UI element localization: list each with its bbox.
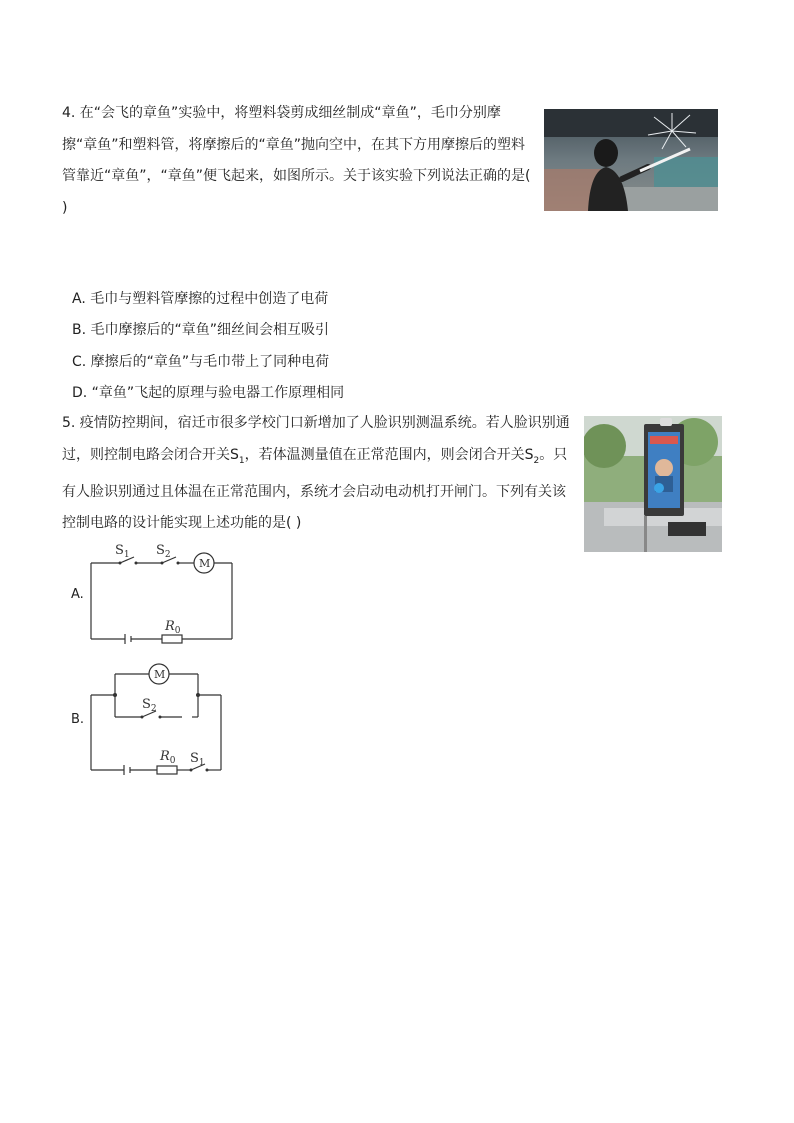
q4-option-c[interactable]: C. 摩擦后的“章鱼”与毛巾带上了同种电荷	[72, 354, 330, 370]
circuit-b-label[interactable]: B.	[71, 712, 85, 727]
circuit-a-label[interactable]: A.	[71, 587, 84, 602]
question-4-text: 4. 在“会飞的章鱼”实验中，将塑料袋剪成细丝制成“章鱼”，毛巾分别摩擦“章鱼”和塑料管，将摩擦后的“章鱼”抛向空中，在其下方用摩擦后的塑料管靠近“章鱼”，“章鱼”便飞起来，如图所示。关于该实验下列说法正确的是( )	[62, 105, 531, 216]
circuit-b-s1-label: $S_1$	[190, 751, 205, 768]
question-5-stem: 5. 疫情防控期间，宿迁市很多学校门口新增加了人脸识别测温系统。若人脸识别通过，则控制电路会闭合开关$S_1$，若体温测量值在正常范围内，则会闭合开关$S_2$。只有人脸识别通过且体温在正常范围内，系统才会启动电动机打开闸门。下列有关该控制电路的设计能实现上述功能的是( )	[62, 415, 570, 532]
circuit-b-diagram	[86, 660, 236, 778]
circuit-a-diagram	[86, 538, 246, 650]
octopus-experiment-photo	[544, 109, 718, 211]
circuit-b-resistor-label: $R_0$	[160, 749, 176, 766]
question-4-stem	[62, 98, 532, 224]
face-recognition-kiosk-photo	[584, 416, 722, 552]
q4-option-b[interactable]: B. 毛巾摩擦后的“章鱼”细丝间会相互吸引	[72, 322, 330, 338]
q4-option-a[interactable]: A. 毛巾与塑料管摩擦的过程中创造了电荷	[72, 291, 329, 307]
circuit-a-s1-label: $S_1$	[115, 543, 130, 560]
q4-option-d[interactable]: D. “章鱼”飞起的原理与验电器工作原理相同	[72, 385, 345, 401]
circuit-a-s2-label: $S_2$	[156, 543, 171, 560]
circuit-b-motor-label: M	[154, 668, 166, 681]
circuit-a-resistor-label: $R_0$	[165, 619, 181, 636]
circuit-a-motor-label: M	[199, 557, 211, 570]
circuit-b-s2-label: $S_2$	[142, 697, 157, 714]
